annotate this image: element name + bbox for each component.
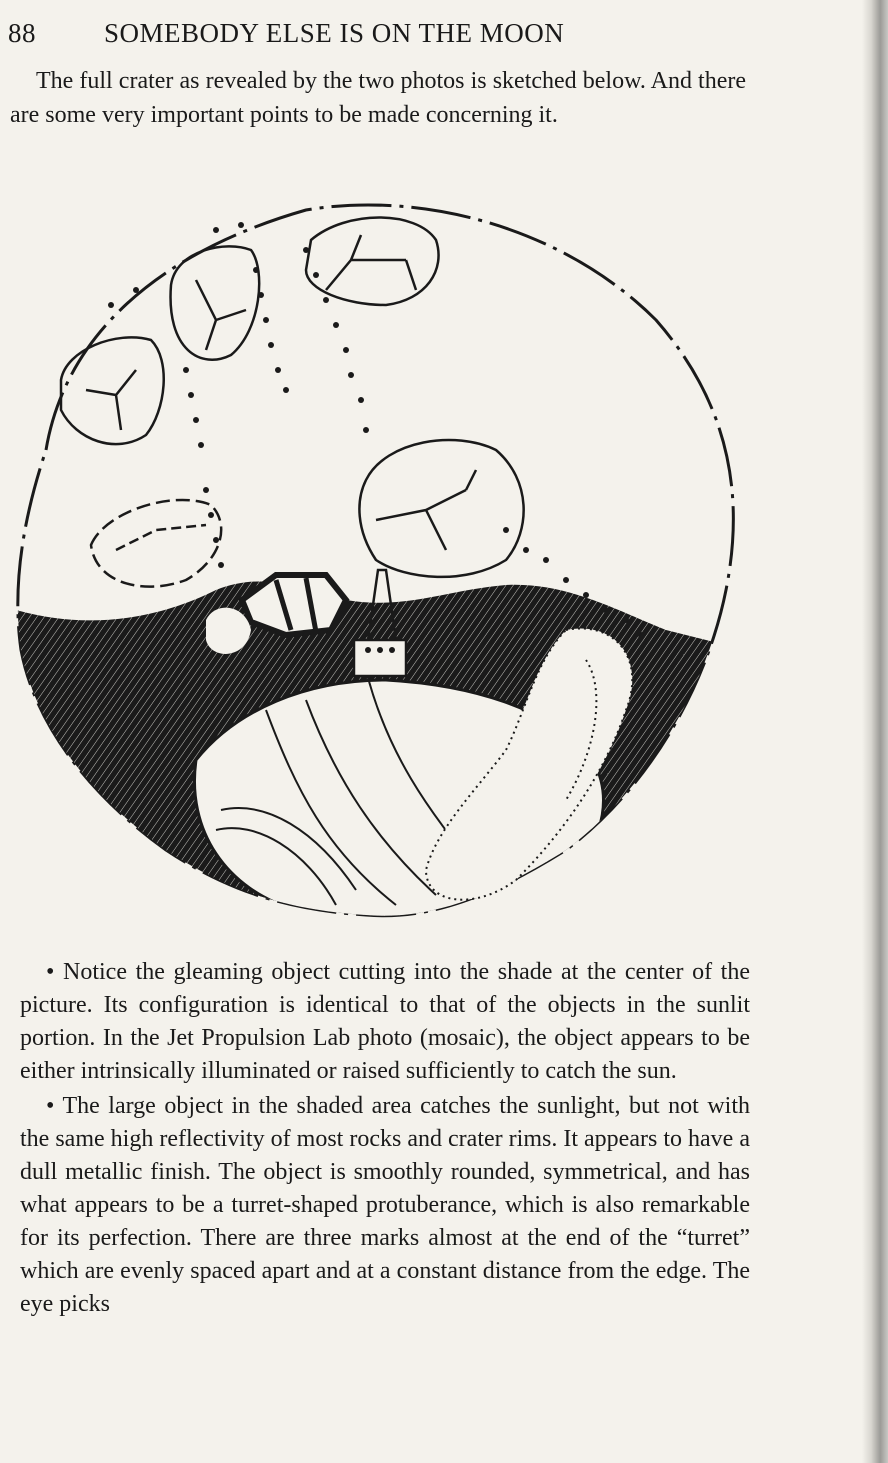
intro-paragraph: The full crater as revealed by the two photos is sketched below. And there are some very important points to be made concerning it. — [10, 68, 746, 128]
page-header — [8, 18, 768, 49]
crater-sketch-figure — [6, 190, 756, 950]
page-binding-shadow — [862, 0, 888, 1463]
crater-objects — [61, 218, 524, 587]
shaded-region — [6, 581, 746, 950]
crater-sketch — [6, 190, 756, 950]
body-text — [20, 956, 750, 1323]
page-number: 88 — [8, 18, 36, 48]
running-title: SOMEBODY ELSE IS ON THE MOON — [104, 18, 565, 48]
paragraph-gleaming-object: • Notice the gleaming object cutting into the shade at the center of the picture. Its configuration is identical to that of the objects in the sunlit portion. In the Jet Propulsion Lab photo (mosaic), the object appears to be either intrinsically illuminated or raised sufficiently to catch the sun. — [20, 959, 750, 1084]
turret-base — [354, 640, 406, 676]
paragraph-large-object: • The large object in the shaded area catches the sunlight, but not with the same high reflectivity of most rocks and crater rims. It appears to have a dull metallic finish. The object is smoothly rounded, symmetrical, and has what appears to be a turret-shaped protuberance, which is also remarkable for its perfection. There are three marks almost at the end of the “turret” which are evenly spaced apart and at a constant distance from the edge. The eye picks — [20, 1093, 750, 1317]
